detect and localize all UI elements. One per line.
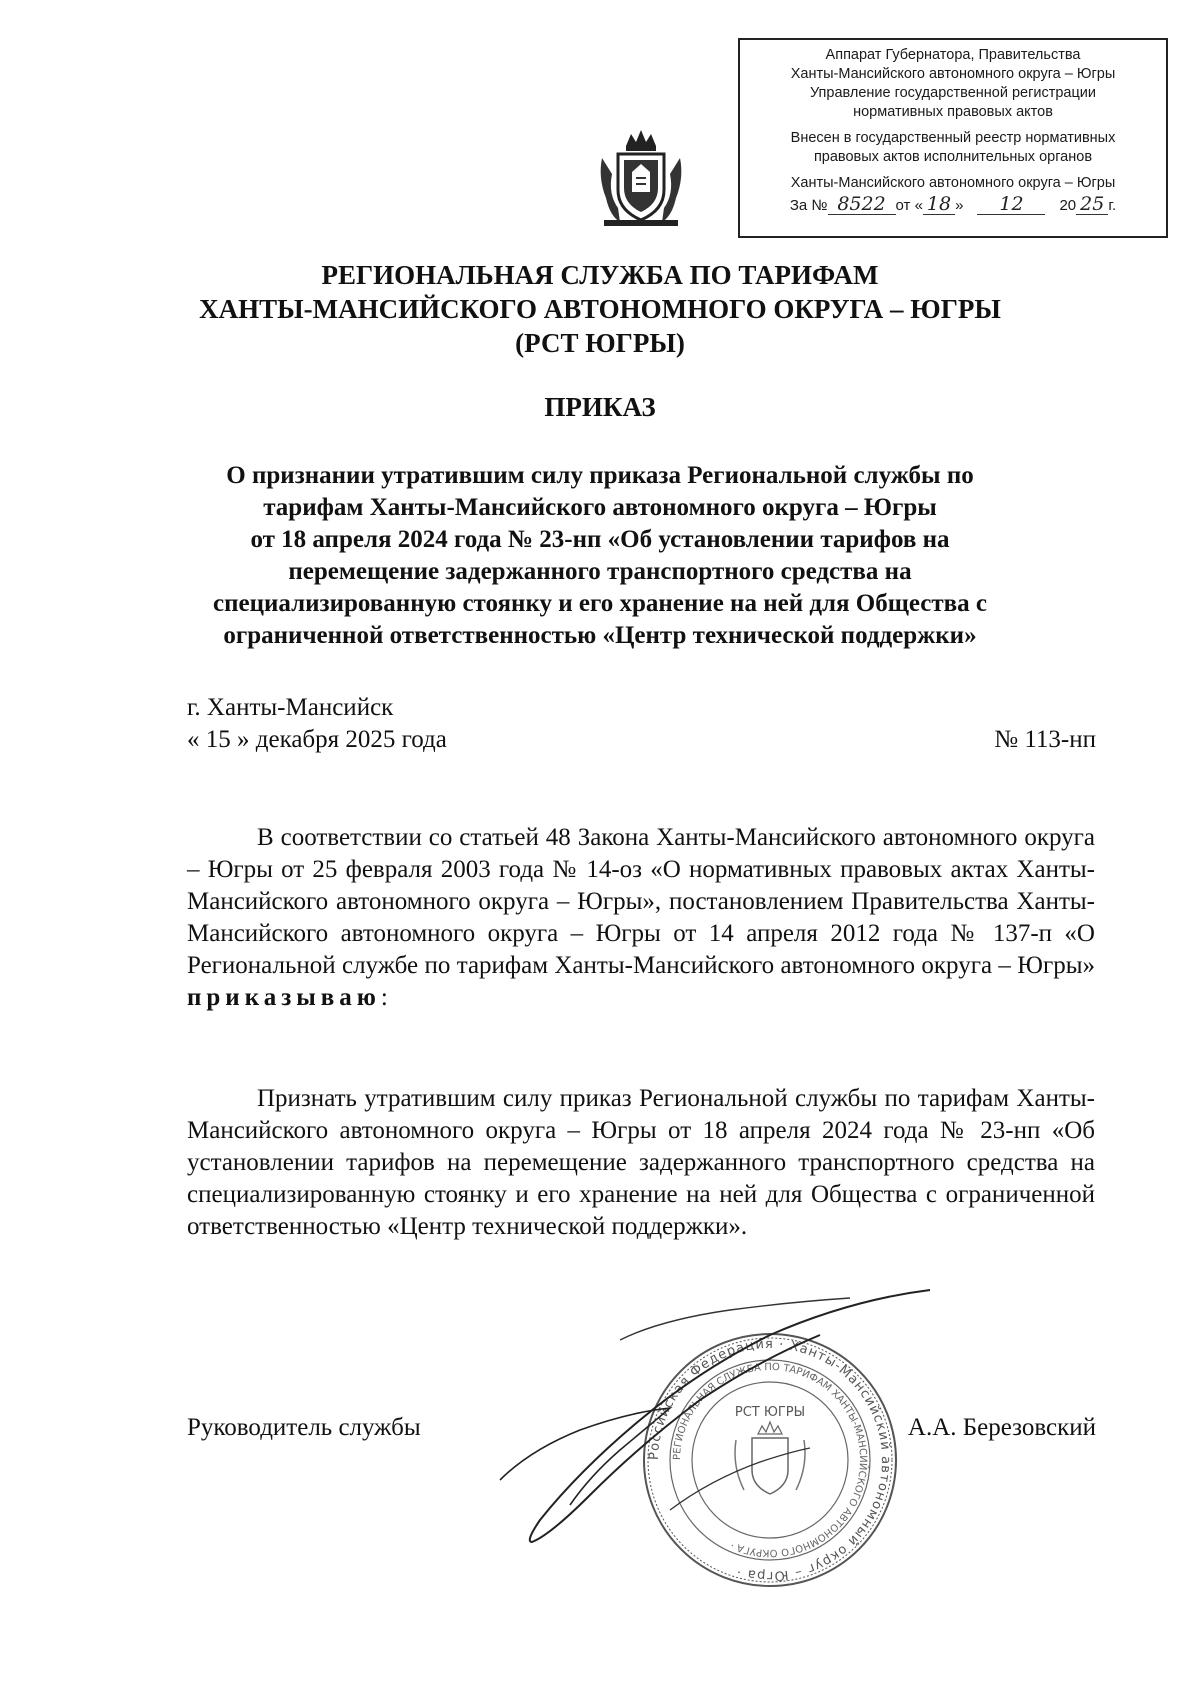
body-paragraph-basis <box>187 822 1095 1014</box>
reg-day-close: » <box>955 197 964 214</box>
stamp-line: Управление государственной регистрации <box>809 85 1097 101</box>
org-title-line: РЕГИОНАЛЬНАЯ СЛУЖБА ПО ТАРИФАМ <box>321 260 879 290</box>
body-paragraph-decision: Признать утратившим силу приказ Региональной службы по тарифам Ханты-Мансийского автономного округа – Югры от 18 апреля 2024 года № 23-нп «Об установлении тарифов на перемещение задержанного транспортного средства на специализированную стоянку и его хранение на ней для Общества с ограниченной ответственностью «Центр технической поддержки». <box>187 1085 1095 1240</box>
stamp-region-line: Ханты-Мансийского автономного округа – Югры <box>790 175 1116 191</box>
seal-outer-text: Российская Федерация · Ханты-Мансийский автономный округ – Югра · <box>646 1336 894 1584</box>
reg-year-suffix: 25 <box>1076 195 1108 215</box>
stamp-line: Внесен в государственный реестр нормативных <box>790 130 1116 146</box>
basis-text: В соответствии со статьей 48 Закона Ханты-Мансийского автономного округа – Югры от 25 февраля 2003 года № 14-оз «О нормативных правовых актах Ханты-Мансийского автономного округа – Югры», постановлением Правительства Ханты-Мансийского автономного округа – Югры от 14 апреля 2012 года № 137-п «О Региональной службе по тарифам Ханты-Мансийского автономного округа – Югры» <box>187 824 1095 979</box>
reg-year-end: г. <box>1108 197 1117 214</box>
order-number: № 113-нп <box>994 726 1096 753</box>
subject-line: специализированную стоянку и его хранение на ней для Общества с <box>213 590 987 617</box>
issue-city: г. Ханты-Мансийск <box>187 694 394 721</box>
seal-center-text: РСТ ЮГРЫ <box>734 1405 806 1420</box>
order-subject <box>150 460 1050 652</box>
stamp-line: Аппарат Губернатора, Правительства <box>825 47 1081 63</box>
reg-day: 18 <box>923 195 955 215</box>
organization-title <box>100 258 1100 360</box>
stamp-line: нормативных правовых актов <box>853 104 1053 120</box>
subject-line: от 18 апреля 2024 года № 23-нп «Об установлении тарифов на <box>250 526 950 553</box>
org-title-line: (РСТ ЮГРЫ) <box>515 328 685 358</box>
subject-line: О признании утратившим силу приказа Региональной службы по <box>226 462 974 489</box>
signer-name: А.А. Березовский <box>907 1414 1096 1441</box>
coat-of-arms-icon <box>596 128 686 228</box>
order-word: приказываю <box>187 984 381 1011</box>
reg-year-prefix: 20 <box>1059 197 1077 214</box>
stamp-line: правовых актов исполнительных органов <box>813 149 1093 165</box>
basis-end: : <box>380 984 388 1011</box>
handwritten-signature-icon <box>470 1280 940 1550</box>
reg-number-value: 8522 <box>828 195 896 215</box>
document-type-title: ПРИКАЗ <box>544 392 656 422</box>
issue-date: « 15 » декабря 2025 года <box>187 726 447 753</box>
subject-line: перемещение задержанного транспортного средства на <box>288 558 912 585</box>
subject-line: тарифам Ханты-Мансийского автономного округа – Югры <box>263 494 937 521</box>
reg-number-prefix: За № <box>789 197 828 214</box>
registration-stamp <box>738 38 1168 238</box>
stamp-line: Ханты-Мансийского автономного округа – Югры <box>790 66 1116 82</box>
org-title-line: ХАНТЫ-МАНСИЙСКОГО АВТОНОМНОГО ОКРУГА – ЮГРЫ <box>199 294 1001 324</box>
reg-month: 12 <box>977 195 1045 215</box>
reg-from-label: от « <box>895 197 923 214</box>
signer-role: Руководитель службы <box>187 1414 421 1441</box>
registration-number-row <box>746 195 1160 215</box>
seal-inner-text: РЕГИОНАЛЬНАЯ СЛУЖБА ПО ТАРИФАМ ХАНТЫ-МАНСИЙСКОГО АВТОНОМНОГО ОКРУГА · <box>671 1361 869 1559</box>
subject-line: ограниченной ответственностью «Центр технической поддержки» <box>223 622 977 649</box>
